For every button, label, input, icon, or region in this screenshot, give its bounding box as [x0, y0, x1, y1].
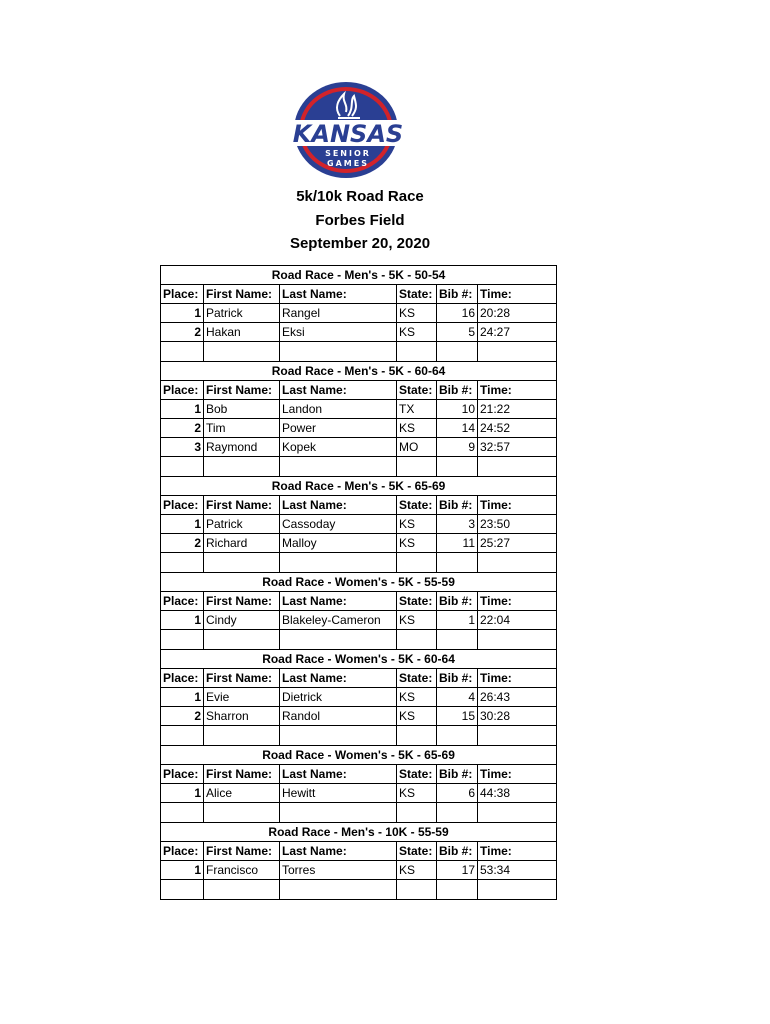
- cell-last: Dietrick: [280, 688, 397, 707]
- empty-cell: [280, 553, 397, 573]
- cell-first: Richard: [204, 534, 280, 553]
- empty-cell: [204, 457, 280, 477]
- table-row: [161, 323, 557, 342]
- column-header-row: [161, 765, 557, 784]
- column-header-place: Place:: [161, 669, 204, 688]
- cell-bib: 5: [437, 323, 478, 342]
- cell-first: Alice: [204, 784, 280, 803]
- table-row: [161, 419, 557, 438]
- cell-place: 1: [161, 861, 204, 880]
- cell-place: 1: [161, 515, 204, 534]
- empty-cell: [161, 342, 204, 362]
- spacer-row: [161, 457, 557, 477]
- empty-cell: [397, 342, 437, 362]
- cell-state: KS: [397, 861, 437, 880]
- cell-first: Francisco: [204, 861, 280, 880]
- empty-cell: [437, 726, 478, 746]
- column-header-state: State:: [397, 285, 437, 304]
- column-header-row: [161, 669, 557, 688]
- column-header-state: State:: [397, 381, 437, 400]
- cell-last: Hewitt: [280, 784, 397, 803]
- column-header-first: First Name:: [204, 381, 280, 400]
- cell-place: 2: [161, 323, 204, 342]
- empty-cell: [437, 553, 478, 573]
- empty-cell: [280, 726, 397, 746]
- cell-state: KS: [397, 323, 437, 342]
- column-header-first: First Name:: [204, 765, 280, 784]
- column-header-time: Time:: [478, 765, 557, 784]
- cell-time: 44:38: [478, 784, 557, 803]
- section-title: Road Race - Women's - 5K - 55-59: [161, 573, 557, 592]
- empty-cell: [204, 553, 280, 573]
- table-row: [161, 784, 557, 803]
- spacer-row: [161, 553, 557, 573]
- cell-last: Rangel: [280, 304, 397, 323]
- spacer-row: [161, 803, 557, 823]
- column-header-time: Time:: [478, 381, 557, 400]
- cell-state: KS: [397, 304, 437, 323]
- spacer-row: [161, 880, 557, 900]
- empty-cell: [478, 726, 557, 746]
- column-header-bib: Bib #:: [437, 669, 478, 688]
- section-title: Road Race - Men's - 10K - 55-59: [161, 823, 557, 842]
- empty-cell: [280, 630, 397, 650]
- empty-cell: [280, 880, 397, 900]
- cell-last: Landon: [280, 400, 397, 419]
- race-title: 5k/10k Road Race: [296, 188, 424, 205]
- column-header-first: First Name:: [204, 496, 280, 515]
- column-header-time: Time:: [478, 285, 557, 304]
- cell-bib: 1: [437, 611, 478, 630]
- cell-place: 1: [161, 304, 204, 323]
- empty-cell: [397, 553, 437, 573]
- empty-cell: [437, 880, 478, 900]
- section-title-row: [161, 746, 557, 765]
- column-header-place: Place:: [161, 381, 204, 400]
- empty-cell: [161, 726, 204, 746]
- cell-bib: 11: [437, 534, 478, 553]
- column-header-last: Last Name:: [280, 592, 397, 611]
- table-row: [161, 688, 557, 707]
- column-header-bib: Bib #:: [437, 285, 478, 304]
- cell-first: Evie: [204, 688, 280, 707]
- empty-cell: [397, 726, 437, 746]
- column-header-first: First Name:: [204, 285, 280, 304]
- cell-bib: 3: [437, 515, 478, 534]
- table-row: [161, 611, 557, 630]
- section-title-row: [161, 573, 557, 592]
- cell-first: Raymond: [204, 438, 280, 457]
- table-row: [161, 438, 557, 457]
- cell-state: KS: [397, 419, 437, 438]
- section-title-row: [161, 477, 557, 496]
- column-header-row: [161, 842, 557, 861]
- column-header-bib: Bib #:: [437, 842, 478, 861]
- empty-cell: [437, 342, 478, 362]
- cell-last: Randol: [280, 707, 397, 726]
- column-header-first: First Name:: [204, 669, 280, 688]
- cell-time: 24:27: [478, 323, 557, 342]
- cell-bib: 4: [437, 688, 478, 707]
- table-row: [161, 304, 557, 323]
- column-header-state: State:: [397, 765, 437, 784]
- table-row: [161, 861, 557, 880]
- column-header-last: Last Name:: [280, 669, 397, 688]
- empty-cell: [397, 880, 437, 900]
- cell-last: Cassoday: [280, 515, 397, 534]
- section-title: Road Race - Men's - 5K - 65-69: [161, 477, 557, 496]
- cell-time: 23:50: [478, 515, 557, 534]
- column-header-state: State:: [397, 669, 437, 688]
- cell-state: KS: [397, 784, 437, 803]
- cell-state: KS: [397, 688, 437, 707]
- column-header-place: Place:: [161, 765, 204, 784]
- empty-cell: [204, 726, 280, 746]
- empty-cell: [280, 457, 397, 477]
- empty-cell: [161, 630, 204, 650]
- column-header-bib: Bib #:: [437, 592, 478, 611]
- cell-first: Bob: [204, 400, 280, 419]
- cell-time: 20:28: [478, 304, 557, 323]
- cell-last: Blakeley-Cameron: [280, 611, 397, 630]
- cell-time: 30:28: [478, 707, 557, 726]
- logo-subtitle-line2: GAMES: [327, 159, 369, 168]
- cell-state: KS: [397, 611, 437, 630]
- section-title: Road Race - Women's - 5K - 65-69: [161, 746, 557, 765]
- empty-cell: [397, 457, 437, 477]
- empty-cell: [437, 630, 478, 650]
- logo-subtitle-line1: SENIOR: [325, 149, 371, 158]
- cell-place: 2: [161, 534, 204, 553]
- cell-last: Torres: [280, 861, 397, 880]
- column-header-last: Last Name:: [280, 381, 397, 400]
- date-title: September 20, 2020: [289, 235, 431, 252]
- spacer-row: [161, 342, 557, 362]
- section-title: Road Race - Men's - 5K - 60-64: [161, 362, 557, 381]
- cell-bib: 15: [437, 707, 478, 726]
- column-header-place: Place:: [161, 285, 204, 304]
- logo-word: KANSAS: [292, 120, 404, 148]
- cell-last: Malloy: [280, 534, 397, 553]
- cell-place: 3: [161, 438, 204, 457]
- cell-bib: 9: [437, 438, 478, 457]
- spacer-row: [161, 630, 557, 650]
- cell-bib: 17: [437, 861, 478, 880]
- column-header-time: Time:: [478, 496, 557, 515]
- empty-cell: [397, 803, 437, 823]
- empty-cell: [478, 457, 557, 477]
- cell-time: 21:22: [478, 400, 557, 419]
- empty-cell: [204, 880, 280, 900]
- column-header-row: [161, 381, 557, 400]
- cell-time: 22:04: [478, 611, 557, 630]
- empty-cell: [478, 553, 557, 573]
- cell-first: Cindy: [204, 611, 280, 630]
- table-row: [161, 515, 557, 534]
- column-header-place: Place:: [161, 592, 204, 611]
- column-header-row: [161, 496, 557, 515]
- column-header-first: First Name:: [204, 842, 280, 861]
- empty-cell: [478, 630, 557, 650]
- cell-place: 1: [161, 400, 204, 419]
- cell-bib: 16: [437, 304, 478, 323]
- column-header-state: State:: [397, 842, 437, 861]
- section-title: Road Race - Women's - 5K - 60-64: [161, 650, 557, 669]
- empty-cell: [280, 803, 397, 823]
- column-header-place: Place:: [161, 496, 204, 515]
- cell-first: Tim: [204, 419, 280, 438]
- column-header-last: Last Name:: [280, 285, 397, 304]
- empty-cell: [204, 803, 280, 823]
- empty-cell: [204, 630, 280, 650]
- cell-time: 53:34: [478, 861, 557, 880]
- column-header-bib: Bib #:: [437, 496, 478, 515]
- table-row: [161, 707, 557, 726]
- column-header-last: Last Name:: [280, 496, 397, 515]
- cell-state: KS: [397, 515, 437, 534]
- column-header-row: [161, 285, 557, 304]
- cell-time: 25:27: [478, 534, 557, 553]
- empty-cell: [437, 457, 478, 477]
- empty-cell: [478, 803, 557, 823]
- kansas-senior-games-logo: [278, 80, 418, 180]
- cell-first: Sharron: [204, 707, 280, 726]
- column-header-time: Time:: [478, 669, 557, 688]
- results-table: [160, 265, 557, 900]
- cell-state: MO: [397, 438, 437, 457]
- column-header-time: Time:: [478, 592, 557, 611]
- column-header-first: First Name:: [204, 592, 280, 611]
- cell-bib: 14: [437, 419, 478, 438]
- column-header-bib: Bib #:: [437, 381, 478, 400]
- column-header-time: Time:: [478, 842, 557, 861]
- empty-cell: [161, 880, 204, 900]
- column-header-state: State:: [397, 496, 437, 515]
- cell-place: 1: [161, 611, 204, 630]
- empty-cell: [161, 553, 204, 573]
- column-header-last: Last Name:: [280, 765, 397, 784]
- column-header-bib: Bib #:: [437, 765, 478, 784]
- cell-state: TX: [397, 400, 437, 419]
- column-header-state: State:: [397, 592, 437, 611]
- column-header-place: Place:: [161, 842, 204, 861]
- empty-cell: [280, 342, 397, 362]
- cell-time: 24:52: [478, 419, 557, 438]
- spacer-row: [161, 726, 557, 746]
- section-title: Road Race - Men's - 5K - 50-54: [161, 266, 557, 285]
- cell-place: 2: [161, 419, 204, 438]
- section-title-row: [161, 650, 557, 669]
- cell-first: Patrick: [204, 304, 280, 323]
- table-row: [161, 534, 557, 553]
- cell-place: 2: [161, 707, 204, 726]
- cell-state: KS: [397, 534, 437, 553]
- cell-first: Hakan: [204, 323, 280, 342]
- empty-cell: [204, 342, 280, 362]
- table-row: [161, 400, 557, 419]
- section-title-row: [161, 362, 557, 381]
- column-header-last: Last Name:: [280, 842, 397, 861]
- cell-bib: 10: [437, 400, 478, 419]
- cell-last: Kopek: [280, 438, 397, 457]
- empty-cell: [437, 803, 478, 823]
- cell-place: 1: [161, 688, 204, 707]
- empty-cell: [478, 342, 557, 362]
- empty-cell: [161, 457, 204, 477]
- section-title-row: [161, 823, 557, 842]
- cell-bib: 6: [437, 784, 478, 803]
- cell-first: Patrick: [204, 515, 280, 534]
- empty-cell: [161, 803, 204, 823]
- cell-time: 32:57: [478, 438, 557, 457]
- empty-cell: [478, 880, 557, 900]
- cell-place: 1: [161, 784, 204, 803]
- cell-last: Power: [280, 419, 397, 438]
- cell-last: Eksi: [280, 323, 397, 342]
- venue-title: Forbes Field: [315, 212, 405, 229]
- column-header-row: [161, 592, 557, 611]
- cell-state: KS: [397, 707, 437, 726]
- empty-cell: [397, 630, 437, 650]
- section-title-row: [161, 266, 557, 285]
- cell-time: 26:43: [478, 688, 557, 707]
